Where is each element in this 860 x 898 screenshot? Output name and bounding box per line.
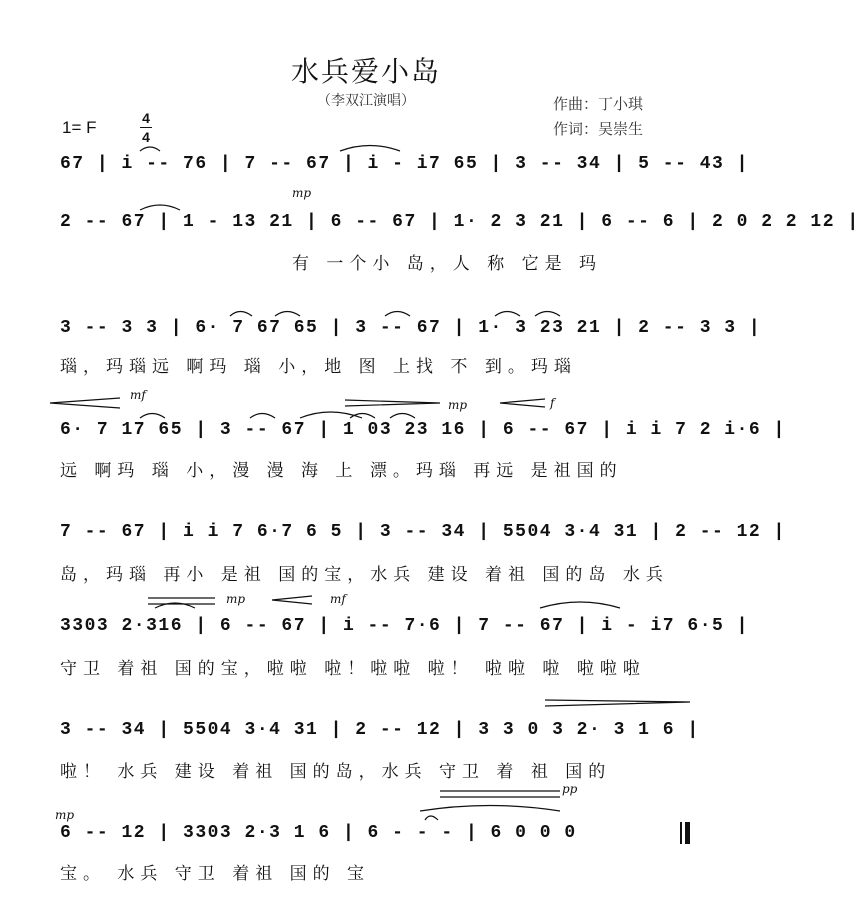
dynamic-mark: mp: [292, 186, 312, 200]
composer-credit: 作曲：丁小琪: [553, 95, 644, 113]
notation-row-2: 2 -- 67 | 1 - 13 21 | 6 -- 67 | 1· 2 3 21 | 6 -- 6 | 2 0 2 2 12 |: [60, 212, 860, 232]
hairpin-crescendo: [500, 399, 545, 407]
slur: [390, 414, 415, 419]
lyricist-credit: 作词：吴崇生: [553, 120, 644, 138]
slur: [140, 147, 160, 151]
time-bottom: 4: [142, 129, 150, 145]
lyrics-row-7: 啦！ 水兵 建设 着祖 国的岛，水兵 守卫 着 祖 国的: [60, 762, 612, 782]
hairpin-decrescendo: [545, 700, 690, 706]
slur: [340, 146, 400, 152]
fermata: [425, 816, 438, 820]
notation-row-8: 6 -- 12 | 3303 2·3 1 6 | 6 - - - | 6 0 0 0: [60, 823, 577, 843]
slur: [495, 312, 520, 317]
dynamic-mark: mf: [130, 388, 146, 402]
hairpin-decrescendo: [345, 400, 440, 406]
lyrics-row-3: 瑙，玛瑙远 啊玛 瑙 小，地 图 上找 不 到。玛瑙: [60, 357, 577, 377]
notation-row-1: 67 | i -- 76 | 7 -- 67 | i - i7 65 | 3 -- 34 | 5 -- 43 |: [60, 154, 749, 174]
slur: [350, 414, 375, 419]
time-top: 4: [142, 110, 150, 126]
lyrics-row-8: 宝。 水兵 守卫 着祖 国的 宝: [60, 864, 371, 884]
slur: [420, 806, 560, 812]
dynamic-mark: mp: [226, 592, 246, 606]
notation-row-4: 6· 7 17 65 | 3 -- 67 | 1 03 23 16 | 6 -- 67 | i i 7 2 i·6 |: [60, 420, 786, 440]
dynamic-mark: mf: [330, 592, 346, 606]
lyrics-row-2: 有 一个小 岛，人 称 它是 玛: [292, 254, 603, 274]
slur: [140, 205, 180, 210]
slur: [540, 602, 620, 608]
dynamic-mark: mp: [55, 808, 75, 822]
notation-row-3: 3 -- 3 3 | 6· 7 67 65 | 3 -- 67 | 1· 3 23 21 | 2 -- 3 3 |: [60, 318, 762, 338]
notation-row-7: 3 -- 34 | 5504 3·4 31 | 2 -- 12 | 3 3 0 3 2· 3 1 6 |: [60, 720, 700, 740]
dynamic-mark: mp: [448, 398, 468, 412]
notation-row-6: 3303 2·316 | 6 -- 67 | i -- 7·6 | 7 -- 67 | i - i7 6·5 |: [60, 616, 749, 636]
notation-row-5: 7 -- 67 | i i 7 6·7 6 5 | 3 -- 34 | 5504 3·4 31 | 2 -- 12 |: [60, 522, 786, 542]
slur: [535, 312, 560, 317]
slur: [300, 412, 362, 418]
lyrics-row-6: 守卫 着祖 国的宝，啦啦 啦！啦啦 啦！ 啦啦 啦 啦啦啦: [60, 659, 646, 679]
hairpin-decrescendo: [50, 398, 120, 408]
hairpin: [440, 791, 560, 797]
slur: [250, 414, 275, 419]
lyrics-row-4: 远 啊玛 瑙 小，漫 漫 海 上 漂。玛瑙 再远 是祖国的: [60, 461, 623, 481]
performer-note: （李双江演唱）: [317, 93, 415, 109]
hairpin-crescendo: [272, 596, 312, 604]
dynamic-mark: f: [550, 396, 555, 410]
slur: [140, 414, 165, 419]
slur: [275, 312, 300, 317]
song-title: 水兵爱小岛: [290, 55, 441, 88]
key-signature: 1= F: [62, 118, 97, 137]
slur: [385, 312, 410, 317]
slur: [230, 312, 252, 317]
dynamic-mark: pp: [562, 782, 578, 796]
lyrics-row-5: 岛，玛瑙 再小 是祖 国的宝，水兵 建设 着祖 国的岛 水兵: [60, 565, 669, 585]
